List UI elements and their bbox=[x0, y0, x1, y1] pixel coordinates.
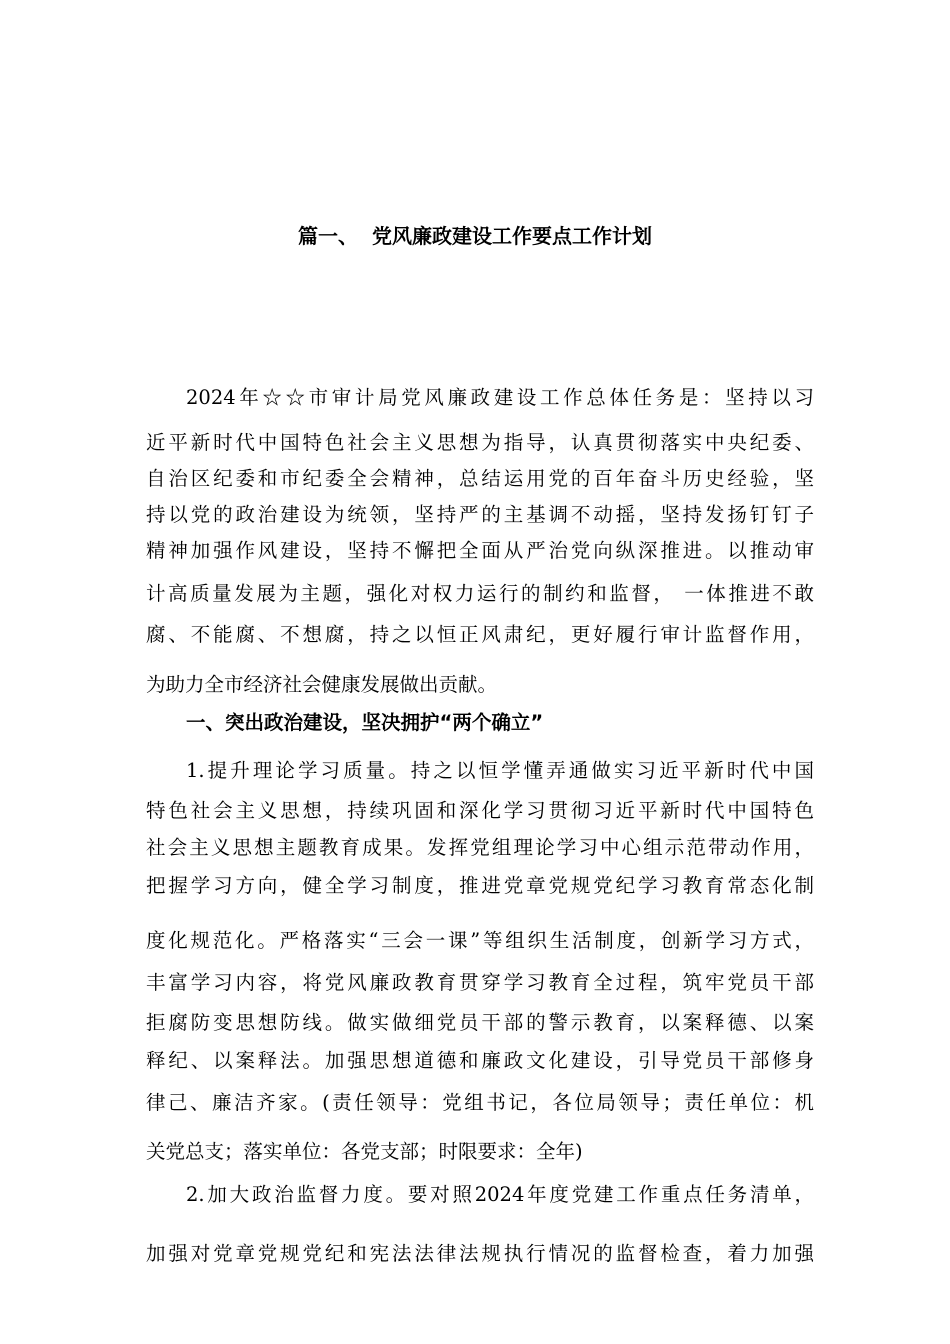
paragraph-line: 拒腐防变思想防线。做实做细党员干部的警示教育，以案释德、以案 bbox=[146, 1011, 814, 1034]
paragraph-line: 律己、廉洁齐家。(责任领导：党组书记，各位局领导；责任单位：机 bbox=[146, 1091, 814, 1114]
paragraph-line: 计高质量发展为主题，强化对权力运行的制约和监督， 一体推进不敢 bbox=[146, 582, 814, 605]
paragraph-line: 近平新时代中国特色社会主义思想为指导，认真贯彻落实中央纪委、 bbox=[146, 431, 814, 454]
paragraph-line: 为助力全市经济社会健康发展做出贡献。 bbox=[146, 673, 498, 696]
paragraph-line: 持以党的政治建设为统领，坚持严的主基调不动摇，坚持发扬钉钉子 bbox=[146, 503, 814, 526]
paragraph-line: 自治区纪委和市纪委全会精神，总结运用党的百年奋斗历史经验，坚 bbox=[146, 467, 814, 490]
section-heading: 一、突出政治建设，坚决拥护“两个确立” bbox=[186, 711, 544, 734]
paragraph-line: 把握学习方向，健全学习制度，推进党章党规党纪学习教育常态化制 bbox=[146, 874, 814, 897]
paragraph-line: 释纪、以案释法。加强思想道德和廉政文化建设，引导党员干部修身 bbox=[146, 1049, 814, 1072]
paragraph-line: 2024年☆☆市审计局党风廉政建设工作总体任务是：坚持以习 bbox=[186, 386, 814, 409]
paragraph-line: 2.加大政治监督力度。要对照2024年度党建工作重点任务清单， bbox=[186, 1183, 814, 1206]
paragraph-line: 度化规范化。严格落实“三会一课”等组织生活制度，创新学习方式， bbox=[146, 929, 814, 952]
document-title: 篇一、 党风廉政建设工作要点工作计划 bbox=[298, 224, 652, 248]
paragraph-line: 丰富学习内容，将党风廉政教育贯穿学习教育全过程，筑牢党员干部 bbox=[146, 971, 814, 994]
paragraph-line: 关党总支；落实单位：各党支部；时限要求：全年) bbox=[146, 1140, 583, 1163]
paragraph-line: 社会主义思想主题教育成果。发挥党组理论学习中心组示范带动作用， bbox=[146, 836, 814, 859]
paragraph-line: 精神加强作风建设，坚持不懈把全面从严治党向纵深推进。以推动审 bbox=[146, 539, 814, 562]
paragraph-line: 特色社会主义思想，持续巩固和深化学习贯彻习近平新时代中国特色 bbox=[146, 799, 814, 822]
paragraph-line: 腐、不能腐、不想腐，持之以恒正风肃纪，更好履行审计监督作用， bbox=[146, 623, 814, 646]
paragraph-line: 加强对党章党规党纪和宪法法律法规执行情况的监督检查，着力加强 bbox=[146, 1242, 814, 1265]
paragraph-line: 1.提升理论学习质量。持之以恒学懂弄通做实习近平新时代中国 bbox=[186, 759, 814, 782]
